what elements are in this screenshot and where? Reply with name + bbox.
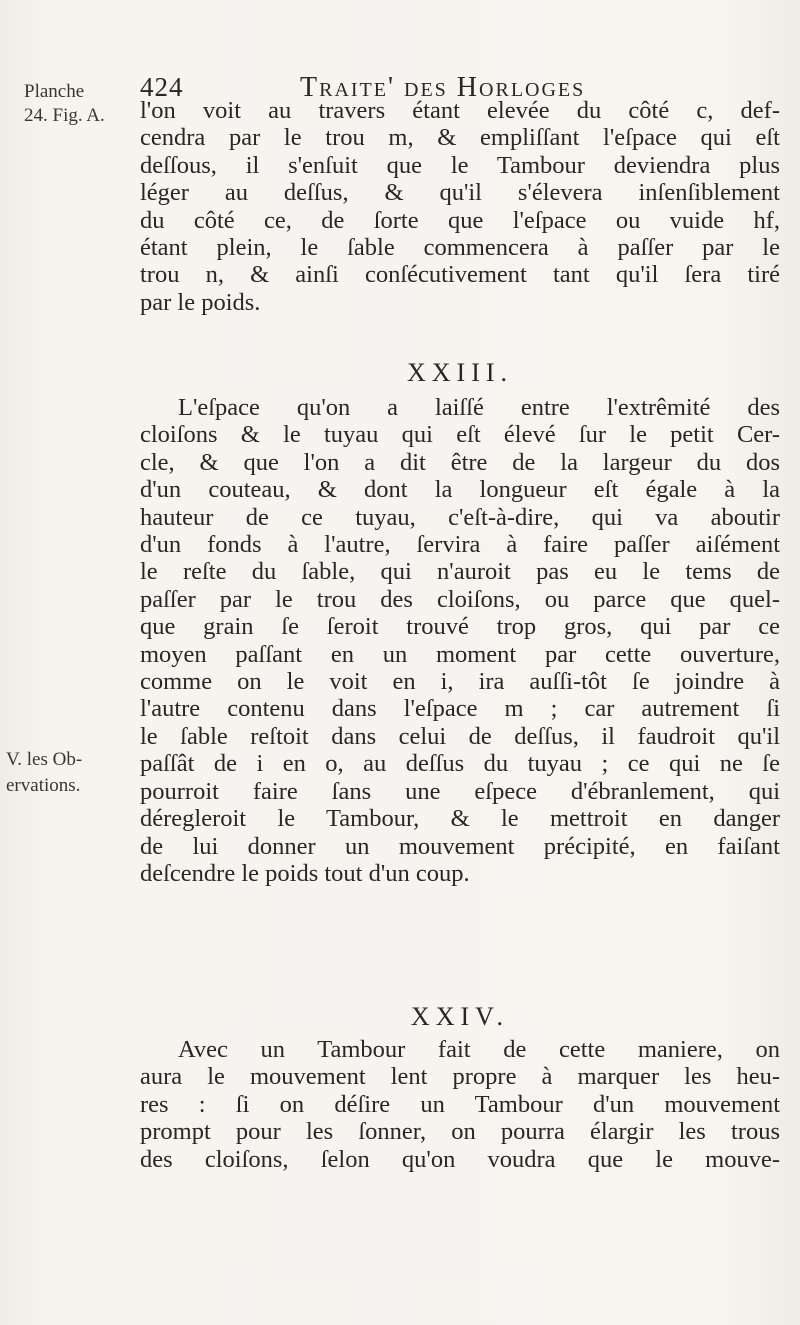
- page-number: 424: [140, 72, 184, 102]
- text-line: hauteur de ce tuyau, c'eſt-à-dire, qui va aboutir: [140, 503, 780, 531]
- text-line: cloiſons & le tuyau qui eſt élevé ſur le petit Cer-: [140, 421, 780, 449]
- text-line: l'on voit au travers étant elevée du côté c, def-: [140, 97, 780, 124]
- section-heading-xxiii: XXIII.: [406, 358, 514, 387]
- text-line: pourroit faire ſans une eſpece d'ébranlement, qui: [140, 777, 780, 805]
- text-line: léger au deſſus, & qu'il s'élevera inſenſiblement: [140, 179, 780, 207]
- text-line: prompt pour les ſonner, on pourra élargir les trous: [140, 1118, 780, 1146]
- paragraph-3: [140, 1036, 780, 1173]
- text-line: le ſable reſtoit dans celui de deſſus, il faudroit qu'il: [140, 722, 780, 750]
- text-line: d'un fonds à l'autre, ſervira à faire paſſer aiſément: [140, 531, 780, 559]
- text-line: cendra par le trou m, & empliſſant l'eſpace qui eſt: [140, 124, 780, 152]
- margin-note-figure: 24. Fig. A.: [24, 105, 105, 126]
- text-line: le reſte du ſable, qui n'auroit pas eu le tems de: [140, 558, 780, 586]
- text-line: l'autre contenu dans l'eſpace m ; car autrement ſi: [140, 695, 780, 723]
- text-line: des cloiſons, ſelon qu'on voudra que le mouve-: [140, 1145, 780, 1173]
- margin-note-observations-2: ervations.: [6, 775, 81, 796]
- text-line: aura le mouvement lent propre à marquer les heu-: [140, 1063, 780, 1091]
- margin-note-plate: Planche: [24, 81, 85, 102]
- section-heading-xxiv: XXIV.: [410, 1002, 510, 1031]
- text-line: L'eſpace qu'on a laiſſé entre l'extrêmité des: [178, 394, 780, 421]
- text-line: déregleroit le Tambour, & le mettroit en danger: [140, 805, 780, 833]
- running-head: Traite' des Horloges: [300, 72, 586, 103]
- text-line: paſſât de i en o, au deſſus du tuyau ; ce qui ne ſe: [140, 750, 780, 778]
- text-line: deſcendre le poids tout d'un coup.: [140, 859, 470, 887]
- text-line: moyen paſſant en un moment par cette ouverture,: [140, 640, 780, 668]
- text-line: de lui donner un mouvement précipité, en faiſant: [140, 832, 780, 860]
- text-line: Avec un Tambour fait de cette maniere, on: [178, 1036, 780, 1063]
- text-line: res : ſi on déſire un Tambour d'un mouvement: [140, 1090, 780, 1118]
- text-line: étant plein, le ſable commencera à paſſer par le: [140, 234, 780, 262]
- text-line: comme on le voit en i, ira auſſi-tôt ſe joindre à: [140, 668, 780, 696]
- text-line: du côté ce, de ſorte que l'eſpace ou vuide hf,: [140, 206, 780, 234]
- paragraph-2: [140, 394, 780, 887]
- text-line: trou n, & ainſi conſécutivement tant qu'il ſera tiré: [140, 261, 780, 289]
- text-line: paſſer par le trou des cloiſons, ou parce que quel-: [140, 585, 780, 613]
- text-line: d'un couteau, & dont la longueur eſt égale à la: [140, 476, 780, 504]
- paragraph-1: [140, 97, 780, 316]
- text-line: cle, & que l'on a dit être de la largeur du dos: [140, 448, 780, 476]
- margin-note-observations-1: V. les Ob-: [6, 749, 83, 770]
- text-line: que grain ſe ſeroit trouvé trop gros, qui par ce: [140, 613, 780, 641]
- text-line: deſſous, il s'enſuit que le Tambour deviendra plus: [140, 151, 780, 179]
- text-line: par le poids.: [140, 288, 261, 316]
